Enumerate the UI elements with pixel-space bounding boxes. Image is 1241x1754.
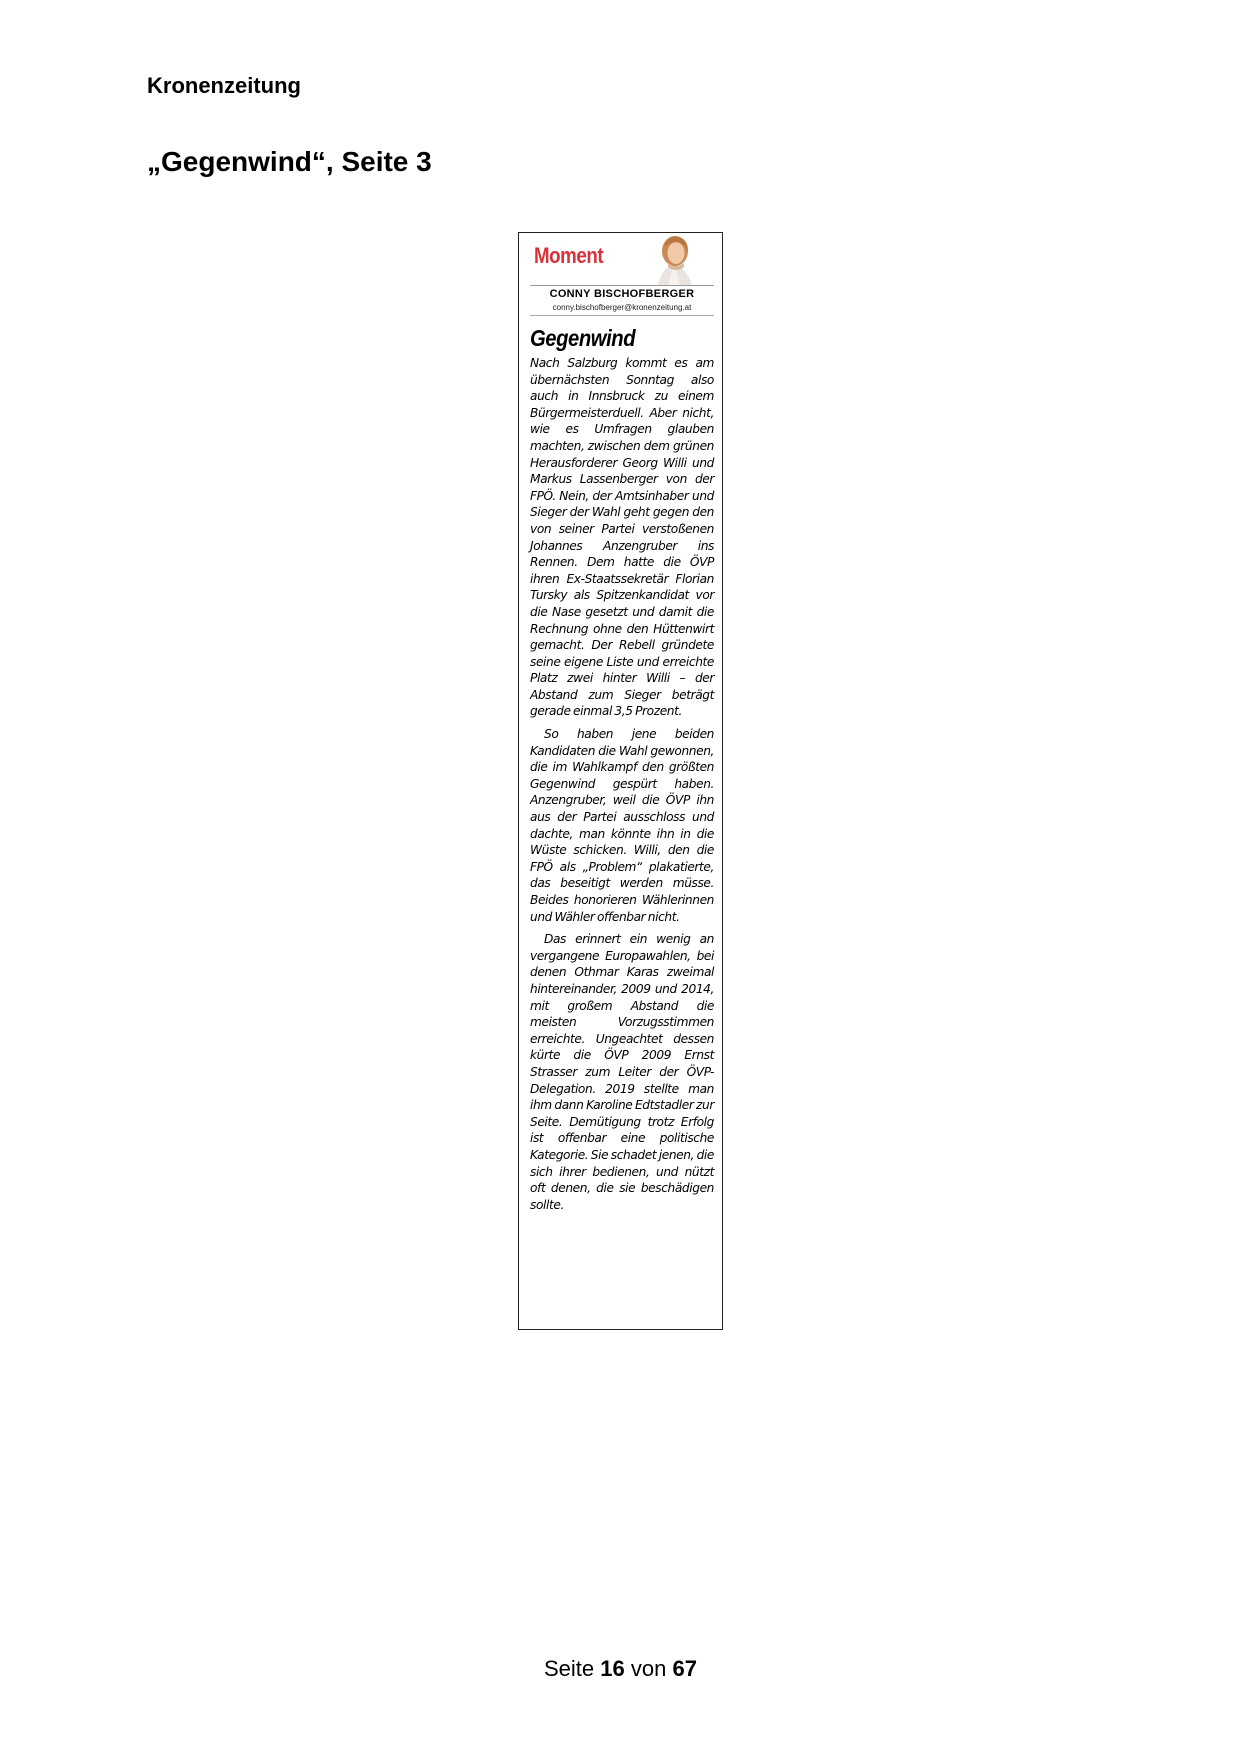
footer-page-number: 16: [600, 1656, 625, 1681]
article-paragraph-3: Das erinnert ein wenig an vergangene Europawahlen, bei denen Othmar Karas zweimal hintereinander, 2009 und 2014, mit großem Abstand die meisten Vorzugsstimmen erreichte. Ungeachtet dessen kürte die ÖVP 2009 Ernst Strasser zum Leiter der ÖVP-Delegation. 2019 stellte man ihm dann Karoline Edtstadler zur Seite. Demütigung trotz Erfolg ist offenbar eine politische Kategorie. Sie schadet jenen, die sich ihrer bedienen, und nützt oft denen, die sie beschädigen sollte.: [530, 932, 714, 1212]
article-body: [530, 355, 714, 1219]
column-label: Moment: [534, 243, 604, 268]
page-footer: [0, 1656, 1241, 1682]
column-header: [530, 233, 714, 286]
article-paragraph-2: So haben jene beiden Kandidaten die Wahl gewonnen, die im Wahlkampf den größten Gegenwind gespürt haben. Anzengruber, weil die ÖVP ihn aus der Partei ausschloss und dachte, man könnte ihn in die Wüste schicken. Willi, den die FPÖ als „Problem“ plakatierte, das beseitigt werden müsse. Beides honorieren Wählerinnen und Wähler offenbar nicht.: [530, 727, 714, 924]
footer-middle: von: [630, 1656, 667, 1681]
footer-prefix: Seite: [544, 1656, 595, 1681]
article-paragraph-1: Nach Salzburg kommt es am übernächsten Sonntag also auch in Innsbruck zu einem Bürgermeisterduell. Aber nicht, wie es Umfragen glauben machten, zwischen dem grünen Herausforderer Georg Willi und Markus Lassenberger von der FPÖ. Nein, der Amtsinhaber und Sieger der Wahl geht gegen den von seiner Partei verstoßenen Johannes Anzengruber ins Rennen. Dem hatte die ÖVP ihren Ex-Staatssekretär Florian Tursky als Spitzenkandidat vor die Nase gesetzt und damit die Rechnung ohne den Hüttenwirt gemacht. Der Rebell gründete seine eigene Liste und erreichte Platz zwei hinter Willi – der Abstand zum Sieger beträgt gerade einmal 3,5 Prozent.: [530, 356, 714, 719]
author-byline: CONNY BISCHOFBERGER: [549, 288, 695, 300]
article-headline: Gegenwind: [530, 325, 636, 351]
author-portrait: [628, 233, 714, 285]
footer-total-pages: 67: [672, 1656, 697, 1681]
document-title: „Gegenwind“, Seite 3: [147, 146, 432, 177]
source-name: Kronenzeitung: [147, 73, 301, 98]
author-email: conny.bischofberger@kronenzeitung.at: [530, 303, 714, 316]
newspaper-clipping: [518, 232, 723, 1330]
